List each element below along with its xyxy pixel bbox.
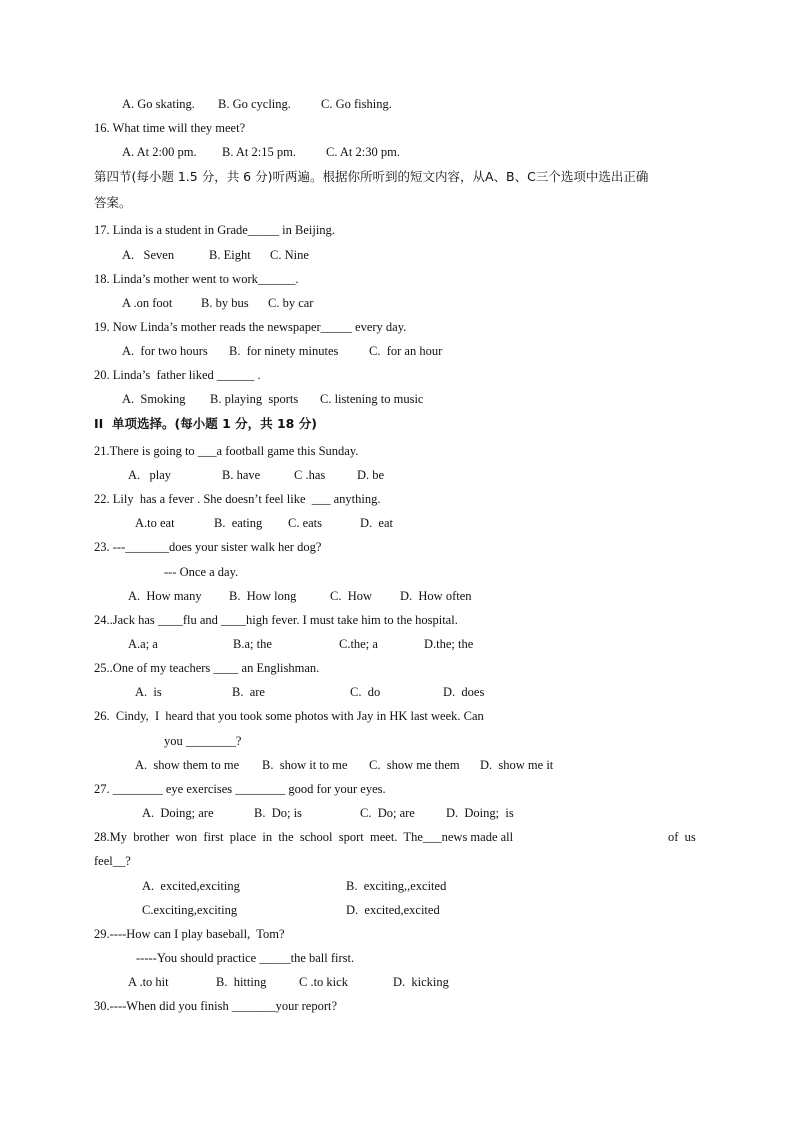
q15-option-a: A. Go skating. (122, 97, 195, 111)
q23-option-d: D. How often (400, 589, 472, 603)
q16-option-a: A. At 2:00 pm. (122, 145, 197, 159)
q24-option-b: B.a; the (233, 637, 272, 651)
q18-question: 18. Linda’s mother went to work______. (94, 272, 299, 286)
q26-option-d: D. show me it (480, 758, 554, 772)
q30-question: 30.----When did you finish _______your report? (94, 999, 337, 1013)
q23-option-a: A. How many (128, 589, 202, 603)
q17-option-c: C. Nine (270, 248, 309, 262)
q19-option-c: C. for an hour (369, 344, 443, 358)
q15-option-c: C. Go fishing. (321, 97, 392, 111)
q17-option-b: B. Eight (209, 248, 251, 262)
q17-option-a: A. Seven (122, 248, 175, 262)
q29-option-d: D. kicking (393, 975, 449, 989)
q28-option-a: A. excited,exciting (142, 879, 240, 893)
q26-option-a: A. show them to me (135, 758, 240, 772)
q24-question: 24..Jack has ____flu and ____high fever. I must take him to the hospital. (94, 613, 458, 627)
q26-option-b: B. show it to me (262, 758, 348, 772)
q24-option-d: D.the; the (424, 637, 474, 651)
part2-title: II 单项选择。(每小题 1 分，共 18 分) (94, 416, 317, 431)
q27-option-d: D. Doing; is (446, 806, 514, 820)
q29-option-c: C .to kick (299, 975, 348, 989)
q26-option-c: C. show me them (369, 758, 460, 772)
q23-option-c: C. How (330, 589, 373, 603)
q18-option-a: A .on foot (122, 296, 173, 310)
q20-option-a: A. Smoking (122, 392, 186, 406)
q15-option-b: B. Go cycling. (218, 97, 291, 111)
q28-option-c: C.exciting,exciting (142, 903, 238, 917)
q21-option-a: A. play (128, 468, 172, 482)
q19-option-a: A. for two hours (122, 344, 208, 358)
q21-question: 21.There is going to ___a football game this Sunday. (94, 444, 359, 458)
q29-option-b: B. hitting (216, 975, 267, 989)
q23-answer-line: --- Once a day. (164, 565, 239, 579)
q20-option-c: C. listening to music (320, 392, 424, 406)
q28-question: 28.My brother won first place in the school sport meet. The___news made all (94, 830, 514, 844)
q17-question: 17. Linda is a student in Grade_____ in Beijing. (94, 223, 335, 237)
q25-option-d: D. does (443, 685, 485, 699)
q22-option-a: A.to eat (135, 516, 175, 530)
q29-option-a: A .to hit (128, 975, 169, 989)
q21-option-b: B. have (222, 468, 261, 482)
q16-option-c: C. At 2:30 pm. (326, 145, 400, 159)
q25-option-b: B. are (232, 685, 265, 699)
q16-option-b: B. At 2:15 pm. (222, 145, 296, 159)
q22-question: 22. Lily has a fever . She doesn’t feel like ___ anything. (94, 492, 381, 506)
q21-option-d: D. be (357, 468, 385, 482)
q19-option-b: B. for ninety minutes (229, 344, 339, 358)
q22-option-d: D. eat (360, 516, 393, 530)
q20-option-b: B. playing sports (210, 392, 299, 406)
q22-option-b: B. eating (214, 516, 263, 530)
q26-question: 26. Cindy, I heard that you took some photos with Jay in HK last week. Can (94, 709, 484, 723)
q18-option-c: C. by car (268, 296, 314, 310)
q25-question: 25..One of my teachers ____ an Englishman. (94, 661, 320, 675)
q27-option-c: C. Do; are (360, 806, 415, 820)
q22-option-c: C. eats (288, 516, 323, 530)
q24-option-a: A.a; a (128, 637, 158, 651)
q28-option-b: B. exciting,,excited (346, 879, 447, 893)
q16-question: 16. What time will they meet? (94, 121, 246, 135)
q23-question: 23. ---_______does your sister walk her dog? (94, 540, 322, 554)
q27-option-a: A. Doing; are (142, 806, 214, 820)
q20-question: 20. Linda’s father liked ______ . (94, 368, 261, 382)
q24-option-c: C.the; a (339, 637, 378, 651)
q25-option-c: C. do (350, 685, 381, 699)
q28-question-tail: of us (668, 830, 696, 844)
q29-answer-line: -----You should practice _____the ball first. (136, 951, 355, 965)
q28-option-d: D. excited,excited (346, 903, 440, 917)
q23-option-b: B. How long (229, 589, 297, 603)
q18-option-b: B. by bus (201, 296, 249, 310)
q19-question: 19. Now Linda’s mother reads the newspaper_____ every day. (94, 320, 407, 334)
section4-instructions-cont: 答案。 (94, 195, 132, 210)
q28-question-cont: feel__? (94, 854, 131, 868)
q26-question-cont: you ________? (164, 734, 242, 748)
q21-option-c: C .has (294, 468, 326, 482)
q27-option-b: B. Do; is (254, 806, 302, 820)
q29-question: 29.----How can I play baseball, Tom? (94, 927, 285, 941)
section4-instructions: 第四节(每小题 1.5 分，共 6 分)听两遍。根据你所听到的短文内容，从A、B、C三个选项中选出正确 (94, 169, 649, 184)
q25-option-a: A. is (135, 685, 162, 699)
q27-question: 27. ________ eye exercises ________ good for your eyes. (94, 782, 386, 796)
